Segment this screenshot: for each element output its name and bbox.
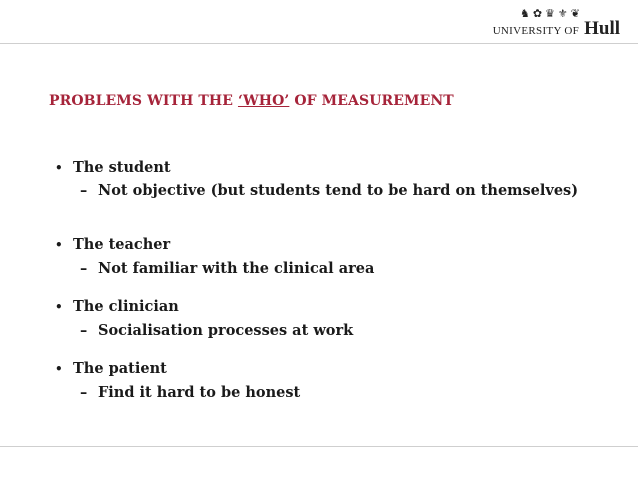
footer-divider <box>0 446 638 447</box>
dash-icon: – <box>80 182 88 199</box>
list-subitem <box>80 260 374 277</box>
list-item <box>55 360 167 377</box>
item-detail: Not objective (but students tend to be hard on themselves) <box>98 182 579 199</box>
crown-icon: ♛ <box>545 7 555 20</box>
item-detail: Not familiar with the clinical area <box>98 260 375 277</box>
item-label: The patient <box>73 360 167 377</box>
fleur-icon: ⚜ <box>557 7 568 20</box>
header-divider <box>0 43 638 44</box>
list-item <box>55 236 170 253</box>
dash-icon: – <box>80 260 88 277</box>
item-label: The clinician <box>73 298 179 315</box>
item-label: The teacher <box>73 236 171 253</box>
list-subitem <box>80 322 353 339</box>
list-item <box>55 159 171 176</box>
list-subitem <box>80 384 300 401</box>
title-prefix: PROBLEMS WITH THE <box>49 93 238 109</box>
logo-big-text: Hull <box>584 18 620 39</box>
logo-wordmark <box>493 18 620 40</box>
slide-title <box>49 93 454 109</box>
list-item <box>55 298 179 315</box>
bullet-icon: • <box>55 362 63 376</box>
dash-icon: – <box>80 384 88 401</box>
lion-icon: ♞ <box>519 7 530 20</box>
bullet-icon: • <box>55 161 63 175</box>
bird-icon: ❦ <box>570 7 580 20</box>
dash-icon: – <box>80 322 88 339</box>
title-emphasis: ‘WHO’ <box>237 93 290 109</box>
logo-small-text: UNIVERSITY OF <box>492 25 579 37</box>
item-label: The student <box>73 159 171 176</box>
bullet-icon: • <box>55 300 63 314</box>
item-detail: Find it hard to be honest <box>98 384 301 401</box>
bullet-icon: • <box>55 238 63 252</box>
item-detail: Socialisation processes at work <box>98 322 354 339</box>
university-logo <box>492 7 620 39</box>
list-subitem <box>80 182 578 199</box>
rose-icon: ✿ <box>532 7 543 20</box>
title-suffix: OF MEASUREMENT <box>289 93 454 109</box>
